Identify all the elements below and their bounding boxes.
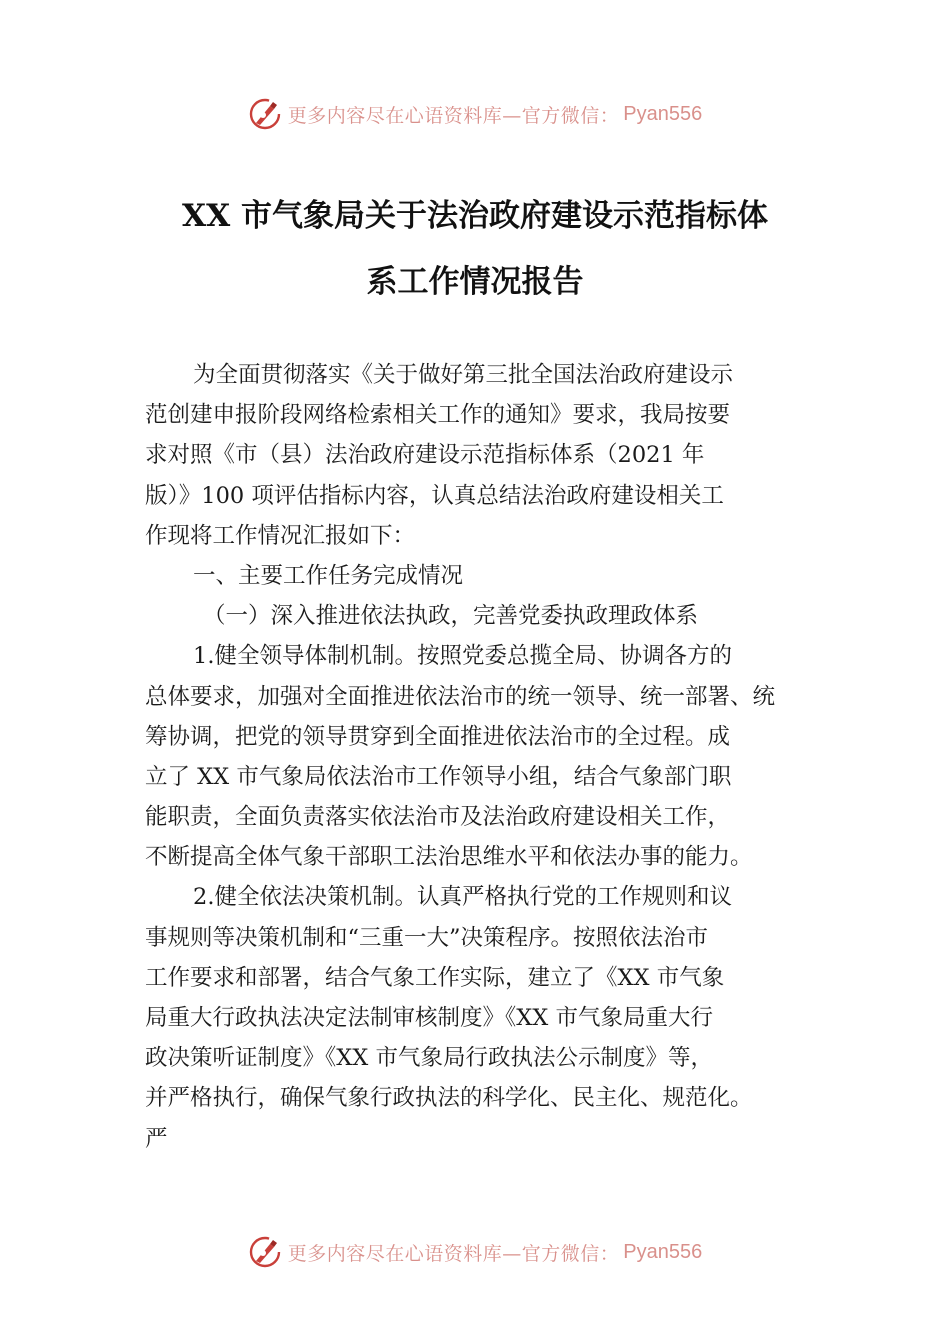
body-line: 并严格执行，确保气象行政执法的科学化、民主化、规范化。 bbox=[145, 1085, 753, 1112]
body-line: 政决策听证制度》《XX 市气象局行政执法公示制度》等， bbox=[145, 1045, 713, 1072]
document-title-line-2: 系工作情况报告 bbox=[366, 264, 584, 300]
body-line: 为全面贯彻落实《关于做好第三批全国法治政府建设示 bbox=[193, 362, 734, 388]
body-line: 求对照《市（县）法治政府建设示范指标体系（2021 年 bbox=[145, 442, 705, 469]
section-heading: 一、主要工作任务完成情况 bbox=[193, 562, 464, 589]
subsection-heading: （一）深入推进依法执政，完善党委执政理政体系 bbox=[203, 603, 699, 630]
body-line: 范创建申报阶段网络检索相关工作的通知》要求，我局按要 bbox=[145, 402, 731, 429]
body-line: 不断提高全体气象干部职工法治思维水平和依法办事的能力。 bbox=[145, 844, 753, 871]
document-title-line-1: XX 市气象局关于法治政府建设示范指标体 bbox=[182, 198, 768, 234]
watermark-header bbox=[0, 94, 950, 134]
watermark-footer bbox=[0, 1232, 950, 1272]
body-line: 局重大行政执法决定法制审核制度》《XX 市气象局重大行 bbox=[145, 1005, 713, 1031]
body-line: 严 bbox=[145, 1125, 168, 1152]
pen-seal-icon bbox=[248, 97, 282, 131]
body-line: 作现将工作情况汇报如下： bbox=[145, 522, 416, 549]
watermark-wechat-id: Pyan556 bbox=[623, 102, 703, 125]
watermark-text: 更多内容尽在心语资料库—官方微信： bbox=[287, 1242, 620, 1265]
body-line: 工作要求和部署，结合气象工作实际，建立了《XX 市气象 bbox=[145, 964, 725, 991]
body-line: 能职责，全面负责落实依法治市及法治政府建设相关工作， bbox=[145, 804, 731, 831]
watermark-text: 更多内容尽在心语资料库—官方微信： bbox=[287, 104, 620, 127]
pen-seal-icon bbox=[248, 1235, 282, 1269]
document-body bbox=[145, 355, 845, 1159]
body-line: 版）》100 项评估指标内容，认真总结法治政府建设相关工 bbox=[145, 482, 724, 509]
body-line: 1.健全领导体制机制。按照党委总揽全局、协调各方的 bbox=[193, 643, 732, 670]
body-line: 总体要求，加强对全面推进依法治市的统一领导、统一部署、统 bbox=[145, 683, 776, 710]
body-line: 筹协调，把党的领导贯穿到全面推进依法治市的全过程。成 bbox=[145, 723, 731, 750]
watermark-wechat-id: Pyan556 bbox=[623, 1240, 703, 1263]
body-line: 2.健全依法决策机制。认真严格执行党的工作规则和议 bbox=[193, 884, 732, 911]
body-line: 立了 XX 市气象局依法治市工作领导小组，结合气象部门职 bbox=[145, 763, 732, 790]
body-line: 事规则等决策机制和“三重一大”决策程序。按照依法治市 bbox=[145, 924, 709, 951]
